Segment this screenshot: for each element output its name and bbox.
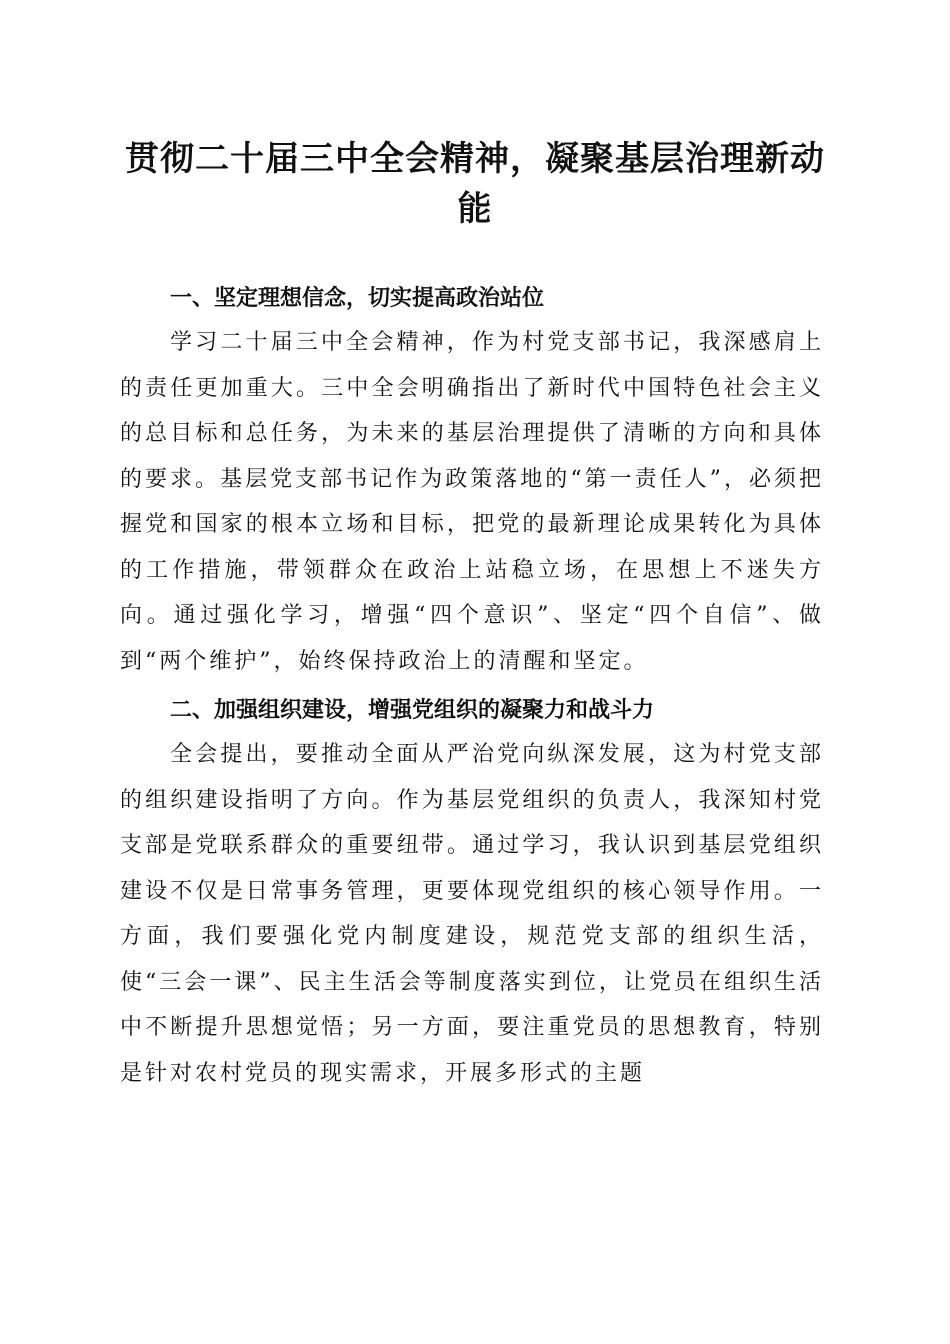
document-body: [120, 278, 824, 1096]
section-paragraph: 全会提出，要推动全面从严治党向纵深发展，这为村党支部的组织建设指明了方向。作为基层党组织的负责人，我深知村党支部是党联系群众的重要纽带。通过学习，我认识到基层党组织建设不仅是日常事务管理，更要体现党组织的核心领导作用。一方面，我们要强化党内制度建设，规范党支部的组织生活，使“三会一课”、民主生活会等制度落实到位，让党员在组织生活中不断提升思想觉悟；另一方面，要注重党员的思想教育，特别是针对农村党员的现实需求，开展多形式的主题: [120, 742, 824, 1086]
section-heading: 一、坚定理想信念，切实提高政治站位: [170, 286, 545, 311]
section-1: [120, 278, 824, 684]
section-2: [120, 690, 824, 1096]
section-paragraph: 学习二十届三中全会精神，作为村党支部书记，我深感肩上的责任更加重大。三中全会明确指出了新时代中国特色社会主义的总目标和总任务，为未来的基层治理提供了清晰的方向和具体的要求。基层党支部书记作为政策落地的“第一责任人”，必须把握党和国家的根本立场和目标，把党的最新理论成果转化为具体的工作措施，带领群众在政治上站稳立场，在思想上不迷失方向。通过强化学习，增强“四个意识”、坚定“四个自信”、做到“两个维护”，始终保持政治上的清醒和坚定。: [120, 330, 824, 674]
document-title: 贯彻二十届三中全会精神，凝聚基层治理新动能: [125, 139, 825, 229]
section-heading: 二、加强组织建设，增强党组织的凝聚力和战斗力: [170, 698, 655, 723]
